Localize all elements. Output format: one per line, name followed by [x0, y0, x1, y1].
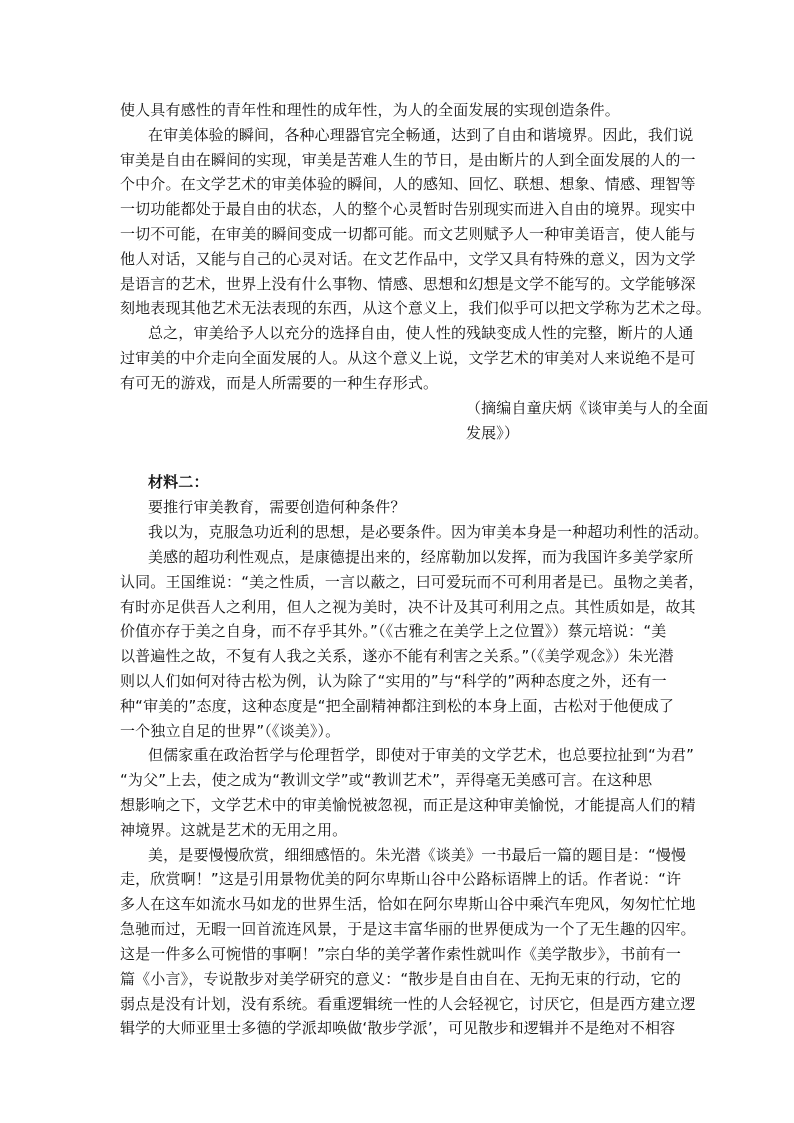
paragraph-line: 他人对话，又能与自己的心灵对话。在文艺作品中，文学又具有特殊的意义，因为文学 — [120, 250, 696, 268]
paragraph-line: 美感的超功利性观点，是康德提出来的，经席勒加以发挥，而为我国许多美学家所 — [148, 548, 694, 566]
paragraph-line: 一切不可能，在审美的瞬间变成一切都可能。而文艺则赋予人一种审美语言，使人能与 — [120, 225, 696, 243]
paragraph-line: 弱点是没有计划，没有系统。看重逻辑统一性的人会轻视它，讨厌它，但是西方建立逻 — [120, 995, 696, 1013]
paragraph-line: 一个独立自足的世界”（《谈美》）。 — [120, 722, 341, 740]
paragraph-line: 认同。王国维说：“美之性质，一言以蔽之，曰可爱玩而不可利用者是已。虽物之美者， — [120, 573, 704, 591]
paragraph-line: 神境界。这就是艺术的无用之用。 — [120, 821, 348, 839]
paragraph-line: 总之，审美给予人以充分的选择自由，使人性的残缺变成人性的完整，断片的人通 — [148, 324, 694, 342]
paragraph-line: 有时亦足供吾人之利用，但人之视为美时，决不计及其可利用之点。其性质如是，故其 — [120, 598, 696, 616]
paragraph-line: 我以为，克服急功近利的思想，是必要条件。因为审美本身是一种超功利性的活动。 — [148, 523, 709, 541]
paragraph-line: 走，欣赏啊！”这是引用景物优美的阿尔卑斯山谷中公路标语牌上的话。作者说：“许 — [120, 870, 682, 888]
paragraph-line: 但儒家重在政治哲学与伦理哲学，即使对于审美的文学艺术，也总要拉扯到“为君” — [148, 746, 695, 764]
paragraph-line: 个中介。在文学艺术的审美体验的瞬间，人的感知、回忆、联想、想象、情感、理智等 — [120, 175, 696, 193]
paragraph-line: 篇《小言》，专说散步对美学研究的意义：“散步是自由自在、无拘无束的行动，它的 — [120, 970, 681, 988]
paragraph-line: 想影响之下，文学艺术中的审美愉悦被忽视，而正是这种审美愉悦，才能提高人们的精 — [120, 796, 696, 814]
paragraph-line: 要推行审美教育，需要创造何种条件？ — [148, 498, 406, 516]
paragraph-line: 价值亦存于美之自身，而不存乎其外。”（《古雅之在美学上之位置》）蔡元培说：“美 — [120, 622, 667, 640]
paragraph-line: “为父”上去，使之成为“教训文学”或“教训艺术”，弄得毫无美感可言。在这种思 — [120, 771, 653, 789]
paragraph-line: 是语言的艺术，世界上没有什么事物、情感、思想和幻想是文学不能写的。文学能够深 — [120, 275, 696, 293]
paragraph-line: 使人具有感性的青年性和理性的成年性，为人的全面发展的实现创造条件。 — [120, 101, 620, 119]
paragraph-line: 刻地表现其他艺术无法表现的东西，从这个意义上，我们似乎可以把文学称为艺术之母。 — [120, 299, 711, 317]
paragraph-line: 一切功能都处于最自由的状态，人的整个心灵暂时告别现实而进入自由的境界。现实中 — [120, 200, 696, 218]
paragraph-line: 急驰而过，无暇一回首流连风景，于是这丰富华丽的世界便成为一个了无生趣的囚牢。 — [120, 920, 696, 938]
paragraph-line: 这是一件多么可惋惜的事啊！”宗白华的美学著作索性就叫作《美学散步》，书前有一 — [120, 945, 681, 963]
paragraph-line: 种“审美的”态度，这种态度是“把全副精神都注到松的本身上面，古松对于他便成了 — [120, 697, 675, 715]
paragraph-line: 多人在这车如流水马如龙的世界生活，恰如在阿尔卑斯山谷中乘汽车兜风，匆匆忙忙地 — [120, 895, 696, 913]
paragraph-line: 美，是要慢慢欣赏，细细感悟的。朱光潜《谈美》一书最后一篇的题目是：“慢慢 — [148, 846, 687, 864]
section-heading: 材料二： — [148, 473, 209, 491]
paragraph-line: 有可无的游戏，而是人所需要的一种生存形式。 — [120, 374, 439, 392]
paragraph-line: 审美是自由在瞬间的实现，审美是苦难人生的节日，是由断片的人到全面发展的人的一 — [120, 151, 696, 169]
paragraph-line: 过审美的中介走向全面发展的人。从这个意义上说，文学艺术的审美对人来说绝不是可 — [120, 349, 696, 367]
source-citation: 发展》） — [466, 424, 520, 442]
paragraph-line: 则以人们如何对待古松为例，认为除了“实用的”与“科学的”两种态度之外，还有一 — [120, 672, 667, 690]
paragraph-line: 以普遍性之故，不复有人我之关系，遂亦不能有利害之关系。”（《美学观念》）朱光潜 — [120, 647, 674, 665]
source-citation: （摘编自童庆炳《谈审美与人的全面 — [466, 399, 709, 417]
paragraph-line: 辑学的大师亚里士多德的学派却唤做‘散步学派’，可见散步和逻辑并不是绝对不相容 — [120, 1019, 676, 1037]
paragraph-line: 在审美体验的瞬间，各种心理器官完全畅通，达到了自由和谐境界。因此，我们说 — [148, 126, 694, 144]
